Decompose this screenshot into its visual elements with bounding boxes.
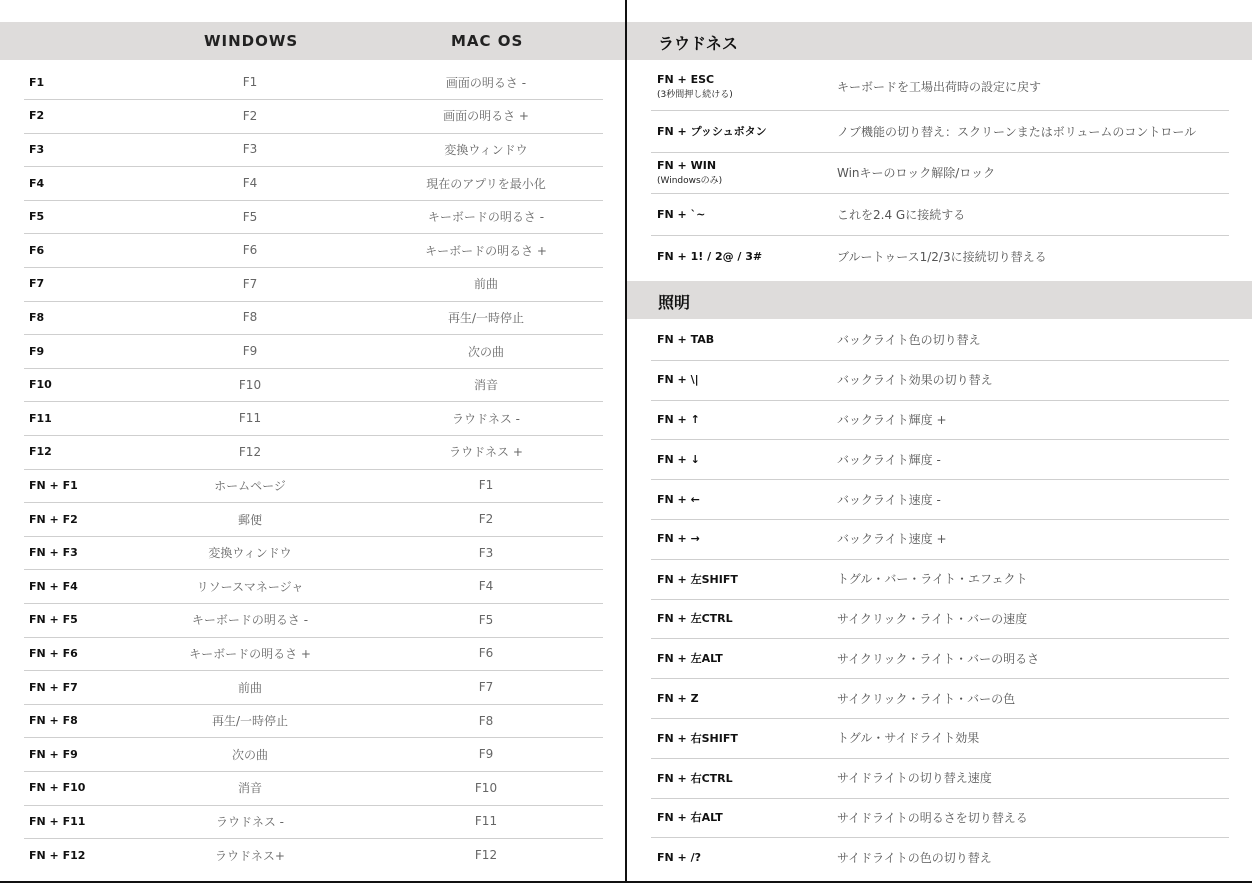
table-row: [24, 603, 603, 638]
mac-function: F10: [474, 780, 498, 795]
list-item: [651, 193, 1229, 236]
shortcut-description: これを2.4 Gに接続する: [837, 207, 966, 222]
list-item: [651, 837, 1229, 877]
table-row: [24, 838, 603, 872]
key-combo: [657, 152, 722, 193]
shortcut-description: バックライト速度 -: [837, 492, 941, 507]
key-combo: F8: [29, 310, 45, 324]
mac-function: F7: [478, 680, 494, 695]
key-label: FN + ↓: [657, 452, 700, 466]
mac-function: F3: [478, 545, 494, 560]
key-combo: [657, 235, 762, 277]
windows-function: F7: [242, 276, 258, 291]
key-combo: F11: [29, 411, 52, 425]
shortcut-description: サイドライトの明るさを切り替える: [837, 810, 1028, 825]
key-label: FN + ↑: [657, 412, 700, 426]
table-header: [0, 22, 625, 60]
key-combo: F7: [29, 277, 45, 291]
lighting-section-title: 照明: [658, 293, 691, 312]
mac-function: キーボードの明るさ -: [427, 210, 545, 225]
key-label: FN + TAB: [657, 333, 715, 347]
table-row: [24, 99, 603, 134]
key-label: FN + →: [657, 532, 700, 546]
key-combo: FN + F10: [29, 781, 86, 795]
key-label: FN + /?: [657, 850, 701, 864]
table-row: [24, 771, 603, 806]
windows-function: 前曲: [237, 680, 262, 695]
windows-function: ラウドネス+: [215, 848, 285, 863]
loudness-section-title: ラウドネス: [658, 34, 738, 53]
key-combo: [657, 63, 733, 110]
list-item: [651, 678, 1229, 719]
list-item: [651, 63, 1229, 111]
shortcut-description: トグル・バー・ライト・エフェクト: [837, 572, 1028, 587]
mac-function: F4: [478, 579, 494, 594]
windows-function: F2: [242, 108, 258, 123]
key-combo: FN + F3: [29, 546, 78, 560]
key-note: (3秒間押し続ける): [657, 90, 733, 100]
shortcut-description: バックライト輝度 -: [837, 452, 941, 467]
loudness-section-header: [627, 22, 1252, 60]
key-combo: FN + F8: [29, 714, 78, 728]
key-combo: [657, 678, 699, 718]
list-item: [651, 519, 1229, 560]
table-row: [24, 334, 603, 369]
key-combo: FN + F5: [29, 613, 78, 627]
function-key-table: [0, 0, 625, 881]
key-label: FN + `~: [657, 207, 706, 221]
shortcut-description: バックライト輝度 +: [837, 412, 947, 427]
mac-function: ラウドネス -: [451, 411, 521, 426]
table-row: [24, 200, 603, 235]
mac-function: 再生/一時停止: [447, 310, 525, 325]
windows-function: ラウドネス -: [215, 814, 285, 829]
key-combo: [657, 638, 723, 678]
list-item: [651, 439, 1229, 480]
table-row: [24, 570, 603, 605]
key-combo: FN + F4: [29, 579, 78, 593]
mac-function: 画面の明るさ -: [445, 75, 527, 90]
windows-column-header: WINDOWS: [204, 32, 299, 50]
table-row: [24, 502, 603, 537]
key-combo: [657, 519, 700, 559]
windows-function: F3: [242, 142, 258, 157]
key-combo: F1: [29, 75, 45, 89]
table-row: [24, 267, 603, 302]
mac-function: 消音: [473, 378, 498, 393]
shortcut-tables: [627, 0, 1252, 881]
key-combo: FN + F2: [29, 512, 78, 526]
table-row: [24, 402, 603, 437]
windows-function: F12: [238, 444, 262, 459]
list-item: [651, 110, 1229, 153]
windows-function: 変換ウィンドウ: [208, 546, 292, 561]
key-label: FN + 右ALT: [657, 811, 723, 825]
key-combo: [657, 559, 738, 599]
key-combo: [657, 837, 701, 877]
shortcut-description: サイドライトの切り替え速度: [837, 771, 992, 786]
key-combo: FN + F7: [29, 680, 78, 694]
list-item: [651, 479, 1229, 520]
list-item: [651, 320, 1229, 361]
list-item: [651, 559, 1229, 600]
mac-function: 変換ウィンドウ: [444, 142, 528, 157]
key-combo: F9: [29, 344, 45, 358]
key-combo: FN + F6: [29, 646, 78, 660]
windows-function: 郵便: [237, 512, 262, 527]
key-combo: F4: [29, 176, 45, 190]
table-row: [24, 435, 603, 470]
mac-function: F12: [474, 848, 498, 863]
key-combo: F12: [29, 445, 52, 459]
windows-function: F1: [242, 75, 258, 90]
list-item: [651, 599, 1229, 640]
shortcut-description: ブルートゥース1/2/3に接続切り替える: [837, 249, 1047, 264]
table-row: [24, 536, 603, 571]
windows-function: キーボードの明るさ +: [189, 646, 311, 661]
key-combo: FN + F9: [29, 747, 78, 761]
shortcut-description: ノブ機能の切り替え：スクリーンまたはボリュームのコントロール: [837, 124, 1197, 139]
table-row: [24, 301, 603, 336]
list-item: [651, 235, 1229, 277]
shortcut-description: トグル・サイドライト効果: [837, 731, 980, 746]
windows-function: F10: [238, 377, 262, 392]
mac-function: キーボードの明るさ +: [425, 243, 547, 258]
key-combo: F6: [29, 243, 45, 257]
mac-function: 現在のアプリを最小化: [426, 176, 546, 191]
key-combo: [657, 718, 738, 758]
table-row: [24, 637, 603, 672]
table-row: [24, 469, 603, 504]
windows-function: ホームページ: [214, 478, 286, 493]
key-combo: F5: [29, 210, 45, 224]
key-label: FN + 左ALT: [657, 652, 723, 666]
list-item: [651, 400, 1229, 441]
list-item: [651, 360, 1229, 401]
table-row: [24, 234, 603, 269]
table-row: [24, 166, 603, 201]
key-label: FN + \|: [657, 373, 699, 387]
list-item: [651, 718, 1229, 759]
key-label: FN + 右CTRL: [657, 771, 733, 785]
list-item: [651, 152, 1229, 194]
list-item: [651, 798, 1229, 839]
windows-function: F11: [238, 411, 262, 426]
lighting-section-header: [627, 281, 1252, 319]
key-combo: F10: [29, 378, 52, 392]
key-note: (Windowsのみ): [657, 176, 723, 186]
key-label: FN + 左SHIFT: [657, 572, 738, 586]
key-label: FN + Z: [657, 691, 699, 705]
key-label: FN + WIN: [657, 159, 717, 172]
key-combo: FN + F12: [29, 848, 86, 862]
key-combo: [657, 758, 733, 798]
key-combo: [657, 193, 705, 235]
windows-function: 再生/一時停止: [211, 714, 289, 729]
key-label: FN + 右SHIFT: [657, 731, 738, 745]
table-row: [24, 805, 603, 840]
mac-function: F1: [478, 478, 494, 493]
windows-function: F4: [242, 176, 258, 191]
key-combo: [657, 320, 714, 360]
key-combo: F2: [29, 109, 45, 123]
key-combo: FN + F1: [29, 478, 78, 492]
key-label: FN + ESC: [657, 73, 715, 86]
list-item: [651, 758, 1229, 799]
mac-function: ラウドネス +: [449, 445, 523, 460]
shortcut-description: キーボードを工場出荷時の設定に戻す: [837, 80, 1042, 94]
key-label: FN + ←: [657, 492, 700, 506]
key-combo: [657, 360, 699, 400]
mac-column-header: MAC OS: [451, 32, 524, 50]
key-combo: [657, 400, 700, 440]
mac-function: 画面の明るさ +: [443, 109, 529, 124]
mac-function: F9: [478, 747, 494, 762]
shortcut-description: バックライト速度 +: [837, 532, 947, 547]
table-row: [24, 133, 603, 168]
windows-function: 消音: [237, 781, 262, 796]
key-combo: [657, 798, 723, 838]
table-row: [24, 368, 603, 403]
shortcut-description: サイクリック・ライト・バーの色: [837, 691, 1016, 706]
key-combo: [657, 479, 700, 519]
key-label: FN + 左CTRL: [657, 612, 733, 626]
mac-function: F8: [478, 713, 494, 728]
mac-function: F2: [478, 512, 494, 527]
mac-function: F5: [478, 612, 494, 627]
key-combo: [657, 439, 700, 479]
table-row: [24, 66, 603, 101]
key-combo: F3: [29, 142, 45, 156]
mac-function: F6: [478, 646, 494, 661]
shortcut-description: Winキーのロック解除/ロック: [837, 166, 996, 180]
windows-function: リソースマネージャ: [196, 579, 304, 594]
shortcut-description: バックライト色の切り替え: [837, 333, 981, 348]
windows-function: F9: [242, 344, 258, 359]
shortcut-description: バックライト効果の切り替え: [837, 373, 993, 388]
windows-function: F8: [242, 310, 258, 325]
key-label: FN + 1! / 2@ / 3#: [657, 249, 763, 263]
shortcut-description: サイクリック・ライト・バーの明るさ: [837, 651, 1040, 666]
windows-function: F5: [242, 209, 258, 224]
shortcut-description: サイクリック・ライト・バーの速度: [837, 611, 1028, 626]
key-label: FN + プッシュボタン: [657, 125, 767, 138]
mac-function: 前曲: [473, 277, 498, 292]
table-row: [24, 738, 603, 773]
windows-function: 次の曲: [231, 747, 268, 762]
table-row: [24, 704, 603, 739]
windows-function: F6: [242, 243, 258, 258]
key-combo: [657, 110, 767, 152]
windows-function: キーボードの明るさ -: [191, 613, 309, 628]
shortcut-description: サイドライトの色の切り替え: [837, 850, 992, 865]
key-combo: FN + F11: [29, 814, 86, 828]
table-row: [24, 670, 603, 705]
list-item: [651, 638, 1229, 679]
mac-function: 次の曲: [467, 344, 504, 359]
mac-function: F11: [474, 814, 498, 829]
key-combo: [657, 599, 733, 639]
